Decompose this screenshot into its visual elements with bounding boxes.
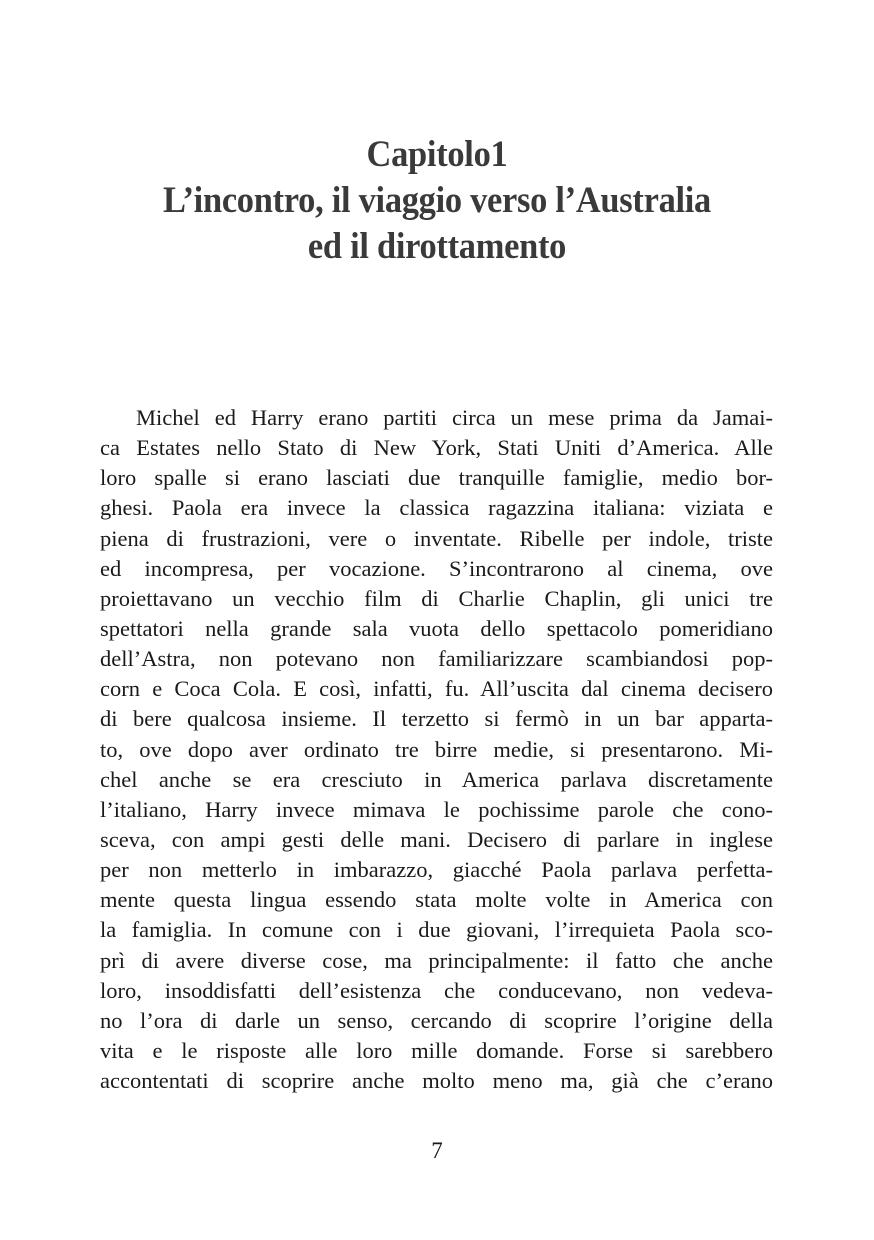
text-line — [100, 1006, 773, 1036]
text-line-content: no l’ora di darle un senso, cercando di scoprire l’origine della — [100, 1007, 773, 1033]
chapter-title-line: ed il dirottamento — [307, 226, 567, 267]
text-line — [100, 493, 773, 523]
text-line-content: to, ove dopo aver ordinato tre birre medie, si presentarono. Mi- — [100, 736, 773, 762]
text-line — [100, 735, 773, 765]
text-line-content: accontentati di scoprire anche molto meno ma, già che c’erano — [100, 1068, 773, 1094]
text-line — [100, 554, 773, 584]
text-line-content: la famiglia. In comune con i due giovani, l’irrequieta Paola sco- — [100, 917, 773, 943]
chapter-title — [0, 132, 874, 270]
text-line-content: ca Estates nello Stato di New York, Stati Uniti d’America. Alle — [100, 435, 773, 461]
text-line-content: di bere qualcosa insieme. Il terzetto si fermò in un bar apparta- — [100, 706, 773, 732]
text-line-content: prì di avere diverse cose, ma principalmente: il fatto che anche — [100, 947, 773, 973]
text-line — [100, 584, 773, 614]
text-line — [100, 433, 773, 463]
text-line-content: spettatori nella grande sala vuota dello spettacolo pomeridiano — [100, 615, 773, 641]
text-line — [100, 855, 773, 885]
text-line-content: sceva, con ampi gesti delle mani. Decisero di parlare in inglese — [100, 826, 773, 852]
text-line — [100, 795, 773, 825]
text-line-content: ghesi. Paola era invece la classica ragazzina italiana: viziata e — [100, 495, 773, 521]
text-line-content: mente questa lingua essendo stata molte volte in America con — [100, 887, 773, 913]
chapter-title-line: Capitolo1 — [366, 134, 508, 175]
chapter-title-line: L’incontro, il viaggio verso l’Australia — [162, 180, 712, 221]
text-line — [100, 1036, 773, 1066]
text-line — [100, 674, 773, 704]
text-line-content: proiettavano un vecchio film di Charlie Chaplin, gli unici tre — [100, 585, 773, 611]
text-line-content: loro, insoddisfatti dell’esistenza che conducevano, non vedeva- — [100, 977, 773, 1003]
text-line-content: vita e le risposte alle loro mille domande. Forse si sarebbero — [100, 1037, 773, 1063]
text-line-content: chel anche se era cresciuto in America parlava discretamente — [100, 766, 773, 792]
text-line — [100, 704, 773, 734]
text-line — [100, 463, 773, 493]
text-line — [100, 976, 773, 1006]
text-line — [100, 946, 773, 976]
text-line — [100, 885, 773, 915]
text-line-content: ed incompresa, per vocazione. S’incontrarono al cinema, ove — [100, 555, 773, 581]
text-line-content: corn e Coca Cola. E così, infatti, fu. All’uscita dal cinema decisero — [100, 676, 773, 702]
text-line-content: dell’Astra, non potevano non familiarizzare scambiandosi pop- — [100, 646, 773, 672]
text-line — [100, 1066, 773, 1096]
page-number: 7 — [431, 1138, 443, 1163]
text-line — [100, 915, 773, 945]
chapter-body-paragraph — [100, 403, 773, 1096]
text-line-content: per non metterlo in imbarazzo, giacché Paola parlava perfetta- — [100, 857, 773, 883]
text-line — [100, 825, 773, 855]
text-line-content: Michel ed Harry erano partiti circa un mese prima da Jamai- — [136, 405, 773, 430]
text-line — [100, 614, 773, 644]
text-line — [100, 403, 773, 433]
text-line — [100, 524, 773, 554]
text-line-content: l’italiano, Harry invece mimava le pochissime parole che cono- — [100, 796, 773, 822]
text-line — [100, 644, 773, 674]
text-line-content: piena di frustrazioni, vere o inventate. Ribelle per indole, triste — [100, 525, 773, 551]
text-line — [100, 765, 773, 795]
text-line-content: loro spalle si erano lasciati due tranquille famiglie, medio bor- — [100, 465, 773, 491]
